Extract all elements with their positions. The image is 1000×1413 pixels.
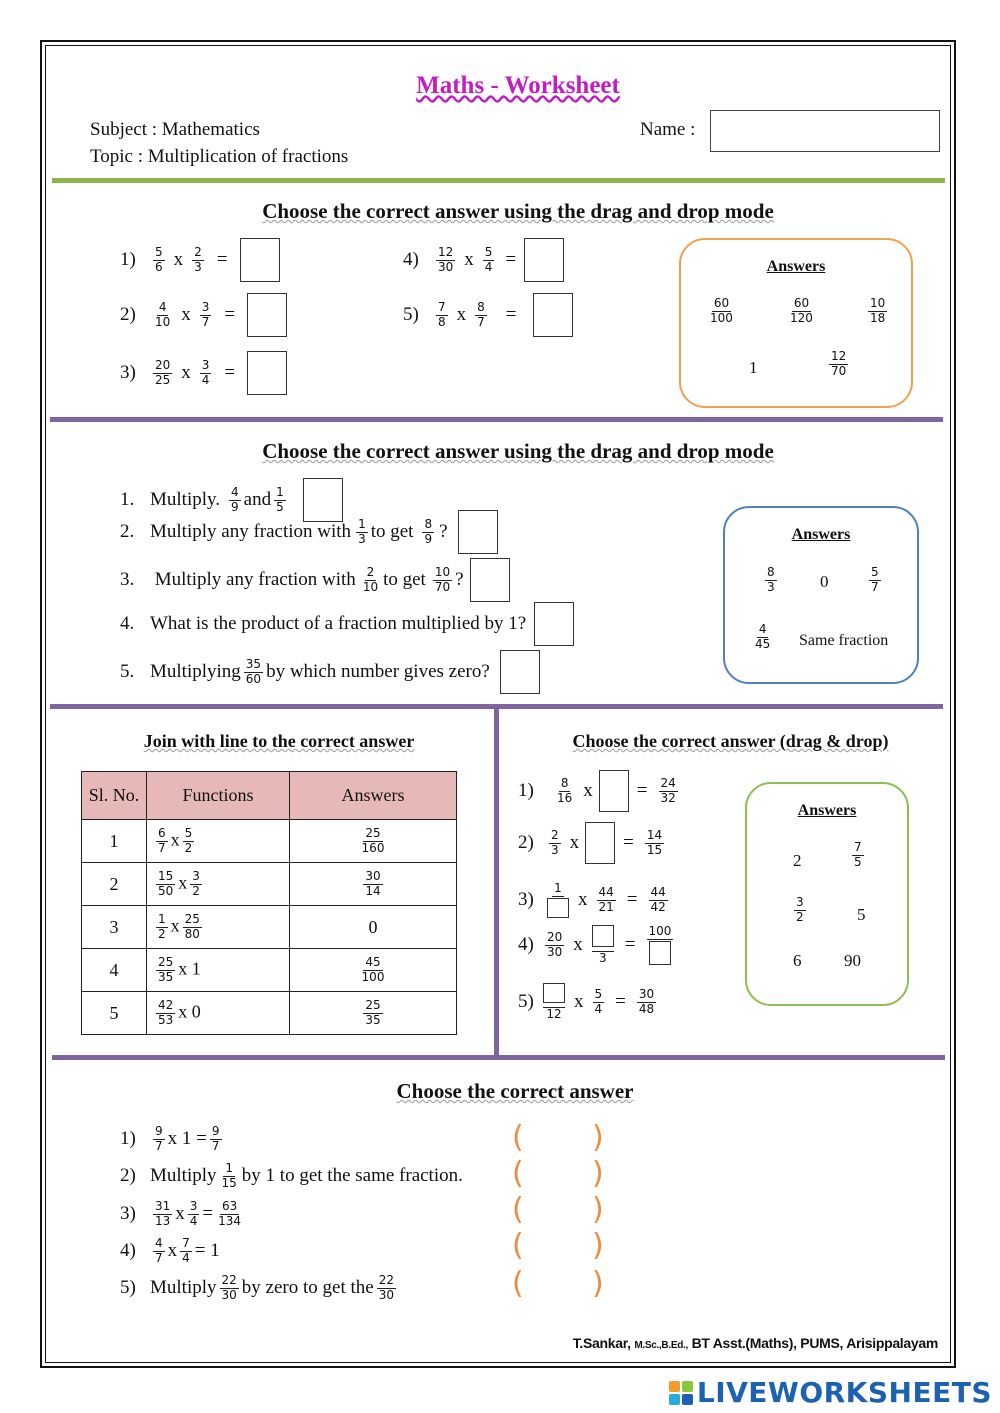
- s4-question-3: 3) 1 x $\frac{44}{21}$ = $\frac{44}{42}$: [518, 878, 671, 922]
- s2-question-5: 5. Multiplying $\frac{35}{60}$ by which number gives zero?: [120, 650, 540, 694]
- table-row: 4 $\frac{25}{35}$ x 1 $\frac{45}{100}$: [82, 949, 457, 992]
- answer-drop-box[interactable]: [533, 293, 573, 337]
- table-row: 5 $\frac{42}{53}$ x 0 $\frac{25}{35}$: [82, 992, 457, 1035]
- divider-green: [52, 178, 945, 183]
- answer-drop-box[interactable]: [458, 510, 498, 554]
- divider-purple-3: [52, 1055, 945, 1060]
- divider-vertical: [494, 709, 499, 1056]
- logo-text: LIVEWORKSHEETS: [696, 1376, 992, 1409]
- s2-question-2: 2. Multiply any fraction with $\frac{1}{3}$ to get $\frac{8}{9}$ ?: [120, 510, 498, 554]
- fraction: $\frac{3}{4}$: [201, 357, 210, 387]
- draggable-answer[interactable]: Same fraction: [799, 632, 889, 649]
- answer-drop-box[interactable]: [534, 602, 574, 646]
- answer-drop-box[interactable]: [599, 770, 629, 812]
- draggable-answer[interactable]: $\frac{60}{100}$: [710, 296, 733, 325]
- answer-drop-box[interactable]: [500, 650, 540, 694]
- s2-question-4: 4. What is the product of a fraction multiplied by 1?: [120, 602, 574, 646]
- draggable-answer[interactable]: $\frac{7}{5}$: [854, 840, 862, 869]
- s1-question-2: 2) $\frac{4}{10}$ x $\frac{3}{7}$ =: [120, 293, 287, 337]
- s1-question-1: 1) $\frac{5}{6}$ x $\frac{2}{3}$ =: [120, 238, 280, 282]
- draggable-answer[interactable]: $\frac{5}{7}$: [871, 565, 879, 594]
- table-row: 1 $\frac{6}{7}$ x $\frac{5}{2}$ $\frac{25}{160}$: [82, 820, 457, 863]
- answer-drop-box[interactable]: [247, 351, 287, 395]
- s1-question-3: 3) $\frac{20}{25}$ x $\frac{3}{4}$ =: [120, 351, 287, 395]
- s5-question-5: 5) Multiply $\frac{22}{30}$ by zero to get the $\frac{22}{30}$: [120, 1272, 394, 1302]
- column-header: Answers: [290, 772, 457, 820]
- worksheet-title: Maths - Worksheet: [416, 72, 620, 99]
- fraction: $\frac{1}{5}$: [276, 484, 284, 514]
- section5-heading: Choose the correct answer: [396, 1079, 634, 1103]
- s4-question-4: 4) $\frac{20}{30}$ x 3 = 100: [518, 924, 672, 965]
- fraction: $\frac{3}{7}$: [201, 299, 210, 329]
- answer-drop-box[interactable]: [585, 822, 615, 864]
- draggable-answer[interactable]: 2: [793, 851, 802, 870]
- s5-question-4: 4) $\frac{4}{7}$ x $\frac{7}{4}$ = 1: [120, 1235, 220, 1265]
- s4-question-5: 5) 12 x $\frac{5}{4}$ = $\frac{30}{48}$: [518, 980, 659, 1024]
- draggable-answer[interactable]: 1: [749, 358, 758, 377]
- column-header: Functions: [147, 772, 290, 820]
- s5-question-3: 3) $\frac{31}{13}$ x $\frac{3}{4}$ = $\frac{63}{134}$: [120, 1198, 242, 1228]
- draggable-answer[interactable]: 0: [820, 572, 829, 591]
- section3-heading: Join with line to the correct answer: [143, 731, 415, 751]
- s4-answers-panel: [745, 782, 909, 1006]
- table-row: 2 $\frac{15}{50}$ x $\frac{3}{2}$ $\frac{30}{14}$: [82, 863, 457, 906]
- answers-title: Answers: [791, 526, 851, 543]
- s5-answer-field-4[interactable]: ( ): [512, 1228, 604, 1263]
- fraction: $\frac{1}{3}$: [358, 516, 366, 546]
- answer-drop-box[interactable]: [524, 238, 564, 282]
- join-table: [81, 771, 457, 1035]
- s1-answers-panel: [679, 238, 913, 408]
- s2-question-3: 3. Multiply any fraction with $\frac{2}{10}$ to get $\frac{10}{70}$ ?: [120, 558, 510, 602]
- s5-question-2: 2) Multiply $\frac{1}{15}$ by 1 to get the same fraction.: [120, 1160, 463, 1190]
- s1-question-5: 5) $\frac{7}{8}$ x $\frac{8}{7}$ =: [403, 293, 573, 337]
- fraction: $\frac{10}{70}$: [434, 564, 451, 594]
- s1-question-4: 4) $\frac{12}{30}$ x $\frac{5}{4}$ =: [403, 238, 564, 282]
- fraction: $\frac{4}{10}$: [155, 299, 171, 329]
- subject-label: Subject : Mathematics: [90, 119, 260, 140]
- s4-question-2: 2) $\frac{2}{3}$ x = $\frac{14}{15}$: [518, 822, 667, 864]
- fraction: $\frac{20}{25}$: [155, 357, 171, 387]
- fraction: $\frac{5}{4}$: [484, 244, 493, 274]
- draggable-answer[interactable]: 6: [793, 951, 802, 970]
- answer-drop-box[interactable]: [547, 898, 569, 918]
- answer-drop-box[interactable]: [247, 293, 287, 337]
- name-label: Name :: [640, 119, 696, 140]
- s5-question-1: 1) $\frac{9}{7}$ x 1 = $\frac{9}{7}$: [120, 1123, 220, 1153]
- fraction: $\frac{2}{10}$: [362, 564, 379, 594]
- liveworksheets-logo[interactable]: [669, 1376, 992, 1409]
- draggable-answer[interactable]: $\frac{12}{70}$: [831, 349, 847, 378]
- section2-heading: Choose the correct answer using the drag and drop mode: [262, 439, 774, 463]
- table-row: 3 $\frac{1}{2}$ x $\frac{25}{80}$ 0: [82, 906, 457, 949]
- draggable-answer[interactable]: $\frac{8}{3}$: [767, 565, 775, 594]
- answer-drop-box[interactable]: [649, 941, 671, 965]
- divider-purple-1: [50, 417, 943, 422]
- answer-drop-box[interactable]: [592, 925, 614, 947]
- draggable-answer[interactable]: $\frac{10}{18}$: [870, 296, 886, 325]
- s5-answer-field-1[interactable]: ( ): [512, 1120, 604, 1155]
- fraction: $\frac{12}{30}$: [438, 244, 454, 274]
- s2-answers-panel: [723, 506, 919, 684]
- s2-question-1: 1. Multiply. $\frac{4}{9}$ and $\frac{1}{5}$: [120, 478, 343, 522]
- fraction: $\frac{8}{9}$: [424, 516, 433, 546]
- fraction: $\frac{35}{60}$: [245, 656, 262, 686]
- answers-title: Answers: [797, 802, 857, 819]
- answer-drop-box[interactable]: [543, 983, 565, 1003]
- fraction: $\frac{7}{8}$: [438, 299, 446, 329]
- logo-icon: [669, 1381, 693, 1405]
- answer-drop-box[interactable]: [470, 558, 510, 602]
- name-input[interactable]: [710, 110, 940, 152]
- fraction: $\frac{2}{3}$: [194, 244, 202, 274]
- answer-drop-box[interactable]: [240, 238, 280, 282]
- section1-heading: Choose the correct answer using the drag and drop mode: [262, 199, 774, 223]
- fraction: $\frac{8}{7}$: [477, 299, 485, 329]
- draggable-answer[interactable]: $\frac{3}{2}$: [796, 895, 804, 924]
- draggable-answer[interactable]: $\frac{60}{120}$: [790, 296, 813, 325]
- answers-title: Answers: [766, 258, 826, 275]
- s4-question-1: 1) $\frac{8}{16}$ x = $\frac{24}{32}$: [518, 770, 681, 812]
- section4-heading: Choose the correct answer (drag & drop): [572, 731, 889, 751]
- s5-answer-field-5[interactable]: ( ): [512, 1266, 604, 1301]
- author-credit: T.Sankar, M.Sc.,B.Ed., BT Asst.(Maths), PUMS, Arisippalayam: [572, 1335, 938, 1351]
- fraction: $\frac{4}{9}$: [231, 484, 239, 514]
- s5-answer-field-2[interactable]: ( ): [512, 1156, 604, 1191]
- draggable-answer[interactable]: $\frac{4}{45}$: [755, 622, 771, 651]
- draggable-answer[interactable]: 5: [857, 905, 866, 924]
- draggable-answer[interactable]: 90: [844, 951, 861, 970]
- column-header: Sl. No.: [82, 772, 147, 820]
- fraction: $\frac{5}{6}$: [155, 244, 163, 274]
- s5-answer-field-3[interactable]: ( ): [512, 1192, 604, 1227]
- topic-label: Topic : Multiplication of fractions: [90, 146, 349, 167]
